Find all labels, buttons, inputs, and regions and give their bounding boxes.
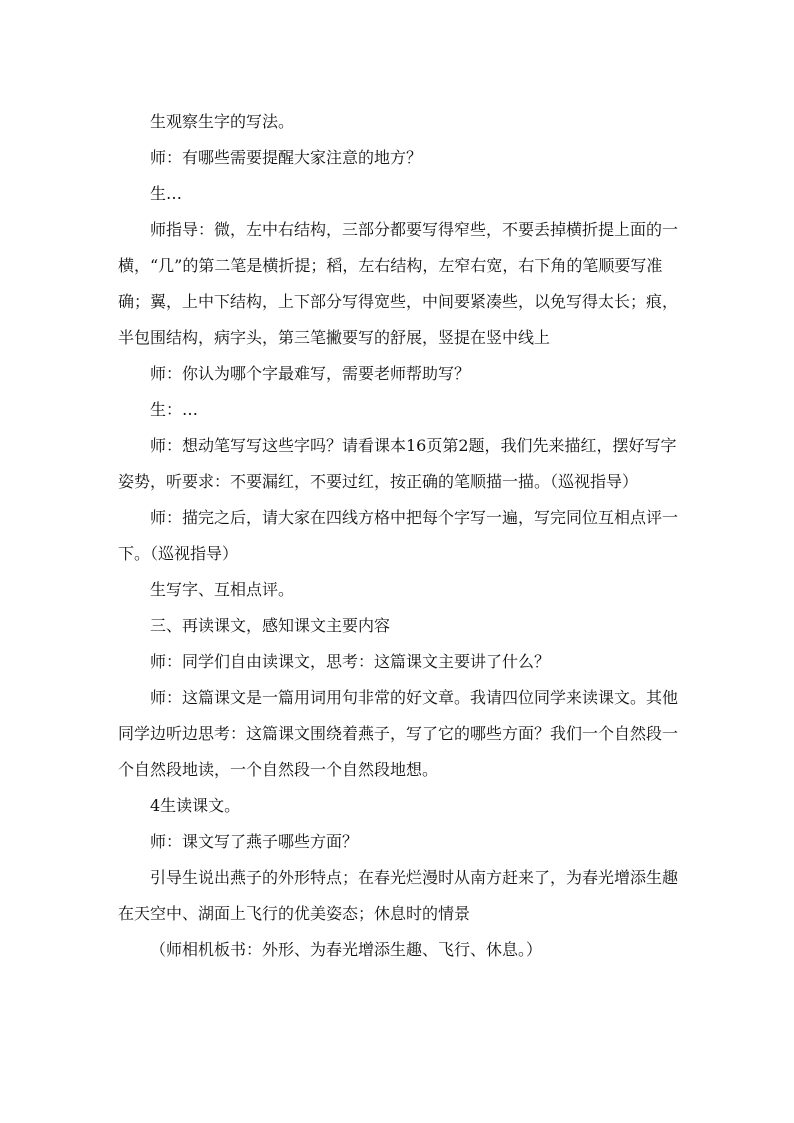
board-note: （师相机板书：外形、为春光增添生趣、飞行、休息。） (150, 940, 543, 959)
paragraph: 生写字、互相点评。 (150, 580, 295, 599)
paragraph: 师：想动笔写写这些字吗？请看课本16页第2题，我们先来描红，摆好写字姿势，听要求：不要漏红，不要过红，按正确的笔顺描一描。（巡视指导） (118, 436, 677, 491)
document-body (118, 104, 678, 968)
paragraph: 师：这篇课文是一篇用词用句非常的好文章。我请四位同学来读课文。其他同学边听边思考：这篇课文围绕着燕子，写了它的哪些方面？我们一个自然段一个自然段地读，一个自然段一个自然段地想。 (118, 688, 679, 779)
paragraph: 师：有哪些需要提醒大家注意的地方？ (150, 148, 423, 167)
section-heading: 三、再读课文，感知课文主要内容 (150, 616, 391, 635)
paragraph: 师：描完之后，请大家在四线方格中把每个字写一遍，写完同位互相点评一下。（巡视指导） (118, 508, 679, 563)
paragraph: 师：课文写了燕子哪些方面？ (150, 832, 359, 851)
paragraph: 师指导：微，左中右结构，三部分都要写得窄些，不要丢掉横折提上面的一横，“几”的第二笔是横折提；稻，左右结构，左窄右宽，右下角的笔顺要写准确；翼，上中下结构，上下部分写得宽些，中间要紧凑些，以免写得太长；痕，半包围结构，病字头，第三笔撇要写的舒展，竖提在竖中线上 (118, 220, 679, 347)
paragraph: 师：你认为哪个字最难写，需要老师帮助写？ (150, 364, 471, 383)
paragraph: 师：同学们自由读课文，思考：这篇课文主要讲了什么？ (150, 652, 551, 671)
paragraph: 引导生说出燕子的外形特点；在春光烂漫时从南方赶来了，为春光增添生趣在天空中、湖面上飞行的优美姿态；休息时的情景 (118, 868, 679, 923)
paragraph: 4生读课文。 (150, 796, 241, 815)
paragraph: 生… (150, 184, 183, 203)
paragraph: 生观察生字的写法。 (150, 112, 295, 131)
paragraph: 生：… (150, 400, 199, 419)
